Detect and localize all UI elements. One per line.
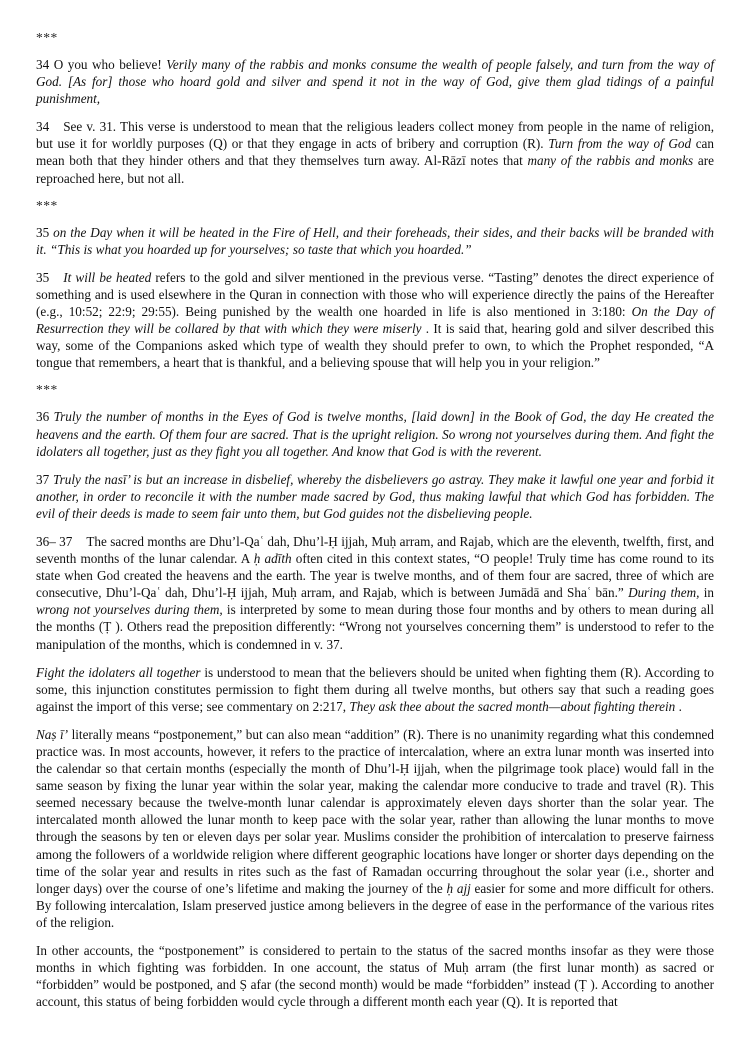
italic-they-ask-thee: They ask thee about the sacred month—about fighting therein <box>349 698 676 714</box>
italic-turn-from-the-way: Turn from the way of God <box>548 136 692 152</box>
commentary-number-35: 35 <box>36 269 50 285</box>
commentary-fight-idolaters: Fight the idolaters all together is understood to mean that the believers should be united when fighting them (R). According to some, this injunction constitutes permission to fight them during all twelve months, but others say that such a reading goes against the import of this verse; see commentary on 2:217, They ask thee about the sacred month—about fighting therein . <box>36 664 714 714</box>
commentary-36-37: 36– 37 The sacred months are Dhu’l-Qaʿ dah, Dhu’l-Ḥ ijjah, Muḥ arram, and Rajab, which are the eleventh, twelfth, first, and seventh months of the lunar calendar. A ḥ adīth often cited in this context states, “O people! Truly time has come round to its state when God created the heavens and the earth. The year is twelve months, and of them four are sacred, three of which are consecutive, Dhu’l-Qaʿ dah, Dhu’l-Ḥ ijjah, Muḥ arram, and Rajab, which is between Jumādā and Shaʿ bān.” During them, in wrong not yourselves during them, is interpreted by some to mean during those four months and by others to mean during all the months (Ṭ ). Others read the preposition differently: “Wrong not yourselves concerning them” is understood to refer to the manipulation of the months, which is condemned in v. 37. <box>36 533 715 652</box>
italic-it-will-be-heated: It will be heated <box>63 269 152 285</box>
italic-many-rabbis-monks: many of the rabbis and monks <box>527 153 694 169</box>
verse-36: 36 Truly the number of months in the Eyes of God is twelve months, [laid down] in the Book of God, the day He created the heavens and the earth. Of them four are sacred. That is the upright religion. So wrong not yourselves during them. And fight the idolaters all together, just as they fight you all together. And know that God is with the reverent. <box>36 409 714 459</box>
verse-37: 37 Truly the nasī’ is but an increase in disbelief, whereby the disbelievers go astray. They make it lawful one year and forbid it another, in order to reconcile it with the number made sacred by God, thus making lawful that which God has forbidden. The evil of their deeds is made to seem fair unto them, but God guides not the disbelieving people. <box>36 471 714 521</box>
commentary-other-accounts: In other accounts, the “postponement” is considered to pertain to the status of the sacred months insofar as they were those months in which fighting was forbidden. In one account, the status of Muḥ arram (the first lunar month) as sacred or “forbidden” would be postponed, and Ṣ afar (the second month) would be made “forbidden” instead (Ṭ ). According to another account, this status of being forbidden would cycle through a different month each year (Q). It is reported that <box>36 943 714 1010</box>
verse-34: 34 O you who believe! Verily many of the rabbis and monks consume the wealth of people falsely, and turn from the way of God. [As for] those who hoard gold and silver and spend it not in the way of God, give them glad tidings of a painful punishment, <box>36 57 714 107</box>
italic-fight-the-idolaters: Fight the idolaters all together <box>36 664 201 680</box>
italic-hajj: ḥ ajj <box>446 880 471 896</box>
section-separator-2: *** <box>36 197 58 213</box>
italic-day-of-resurrection: On the Day of Resurrection they will be collared by that with which they were miserly <box>36 304 714 337</box>
italic-wrong-not-yourselves: wrong not yourselves during them, <box>36 602 223 618</box>
italic-hadith: ḥ adīth <box>253 551 292 567</box>
text-column <box>36 30 714 1010</box>
commentary-nasi: Naṣ ī’ literally means “postponement,” but can also mean “addition” (R). There is no unanimity regarding what this condemned practice was. In most accounts, however, it refers to the practice of intercalation, where an extra lunar month was inserted into the calendar so that certain months (especially the month of Dhu’l-Ḥ ijjah, when the pilgrimage took place) would fall in the same season by fixing the lunar year within the solar year, making the calendar more conducive to trade and travel (R). This seemed necessary because the twelve-month lunar calendar is approximately eleven days shorter than the solar year. The intercalated month allowed the lunar month to keep pace with the solar year, rather than allowing the lunar months to move through the seasons by ten or eleven days per solar year. Muslims consider the prohibition of intercalation to preserve fairness among the followers of a worldwide religion where different geographic locations have longer or shorter days depending on the time of the solar year and results in rites such as the fast of Ramadan occurring throughout the solar year (i.e., shorter and longer days) over the course of one’s lifetime and making the journey of the ḥ ajj easier for some and more difficult for others. By following intercalation, Islam preserved justice among believers in the degree of ease in the performance of the various rites of the religion. <box>36 726 714 930</box>
commentary-34: 34 See v. 31. This verse is understood to mean that the religious leaders collect money from people in the name of religion, but use it for worldly purposes (Q) or that they engage in acts of bribery and corruption (R). Turn from the way of God can mean both that they hinder others and that they themselves turn away. Al-Rāzī notes that many of the rabbis and monks are reproached here, but not all. <box>36 119 714 186</box>
section-separator-1: *** <box>36 30 58 45</box>
italic-nasi: Naṣ ī’ <box>36 726 69 742</box>
section-separator-3: *** <box>36 382 58 398</box>
commentary-number-36-37: 36– 37 <box>36 533 73 549</box>
verse-35: 35 on the Day when it will be heated in the Fire of Hell, and their foreheads, their sides, and their backs will be branded with it. “This is what you hoarded up for yourselves; so taste that which you hoarded.” <box>36 224 714 257</box>
commentary-35: 35 It will be heated refers to the gold and silver mentioned in the previous verse. “Tasting” denotes the direct experience of something and is used elsewhere in the Quran in connection with those who will experience directly the pains of the Hereafter (e.g., 10:52; 22:9; 29:55). Being punished by the wealth one hoarded in life is also mentioned in 3:180: On the Day of Resurrection they will be collared by that with which they were miserly . It is said that, hearing gold and silver described this way, some of the Companions asked which type of wealth they should prefer to own, to which the Prophet responded, “A tongue that remembers, a heart that is thankful, and a believing spouse that will help you in your religion.” <box>36 269 714 371</box>
italic-during-them: During them, <box>628 585 700 601</box>
commentary-number-34: 34 <box>36 119 50 135</box>
